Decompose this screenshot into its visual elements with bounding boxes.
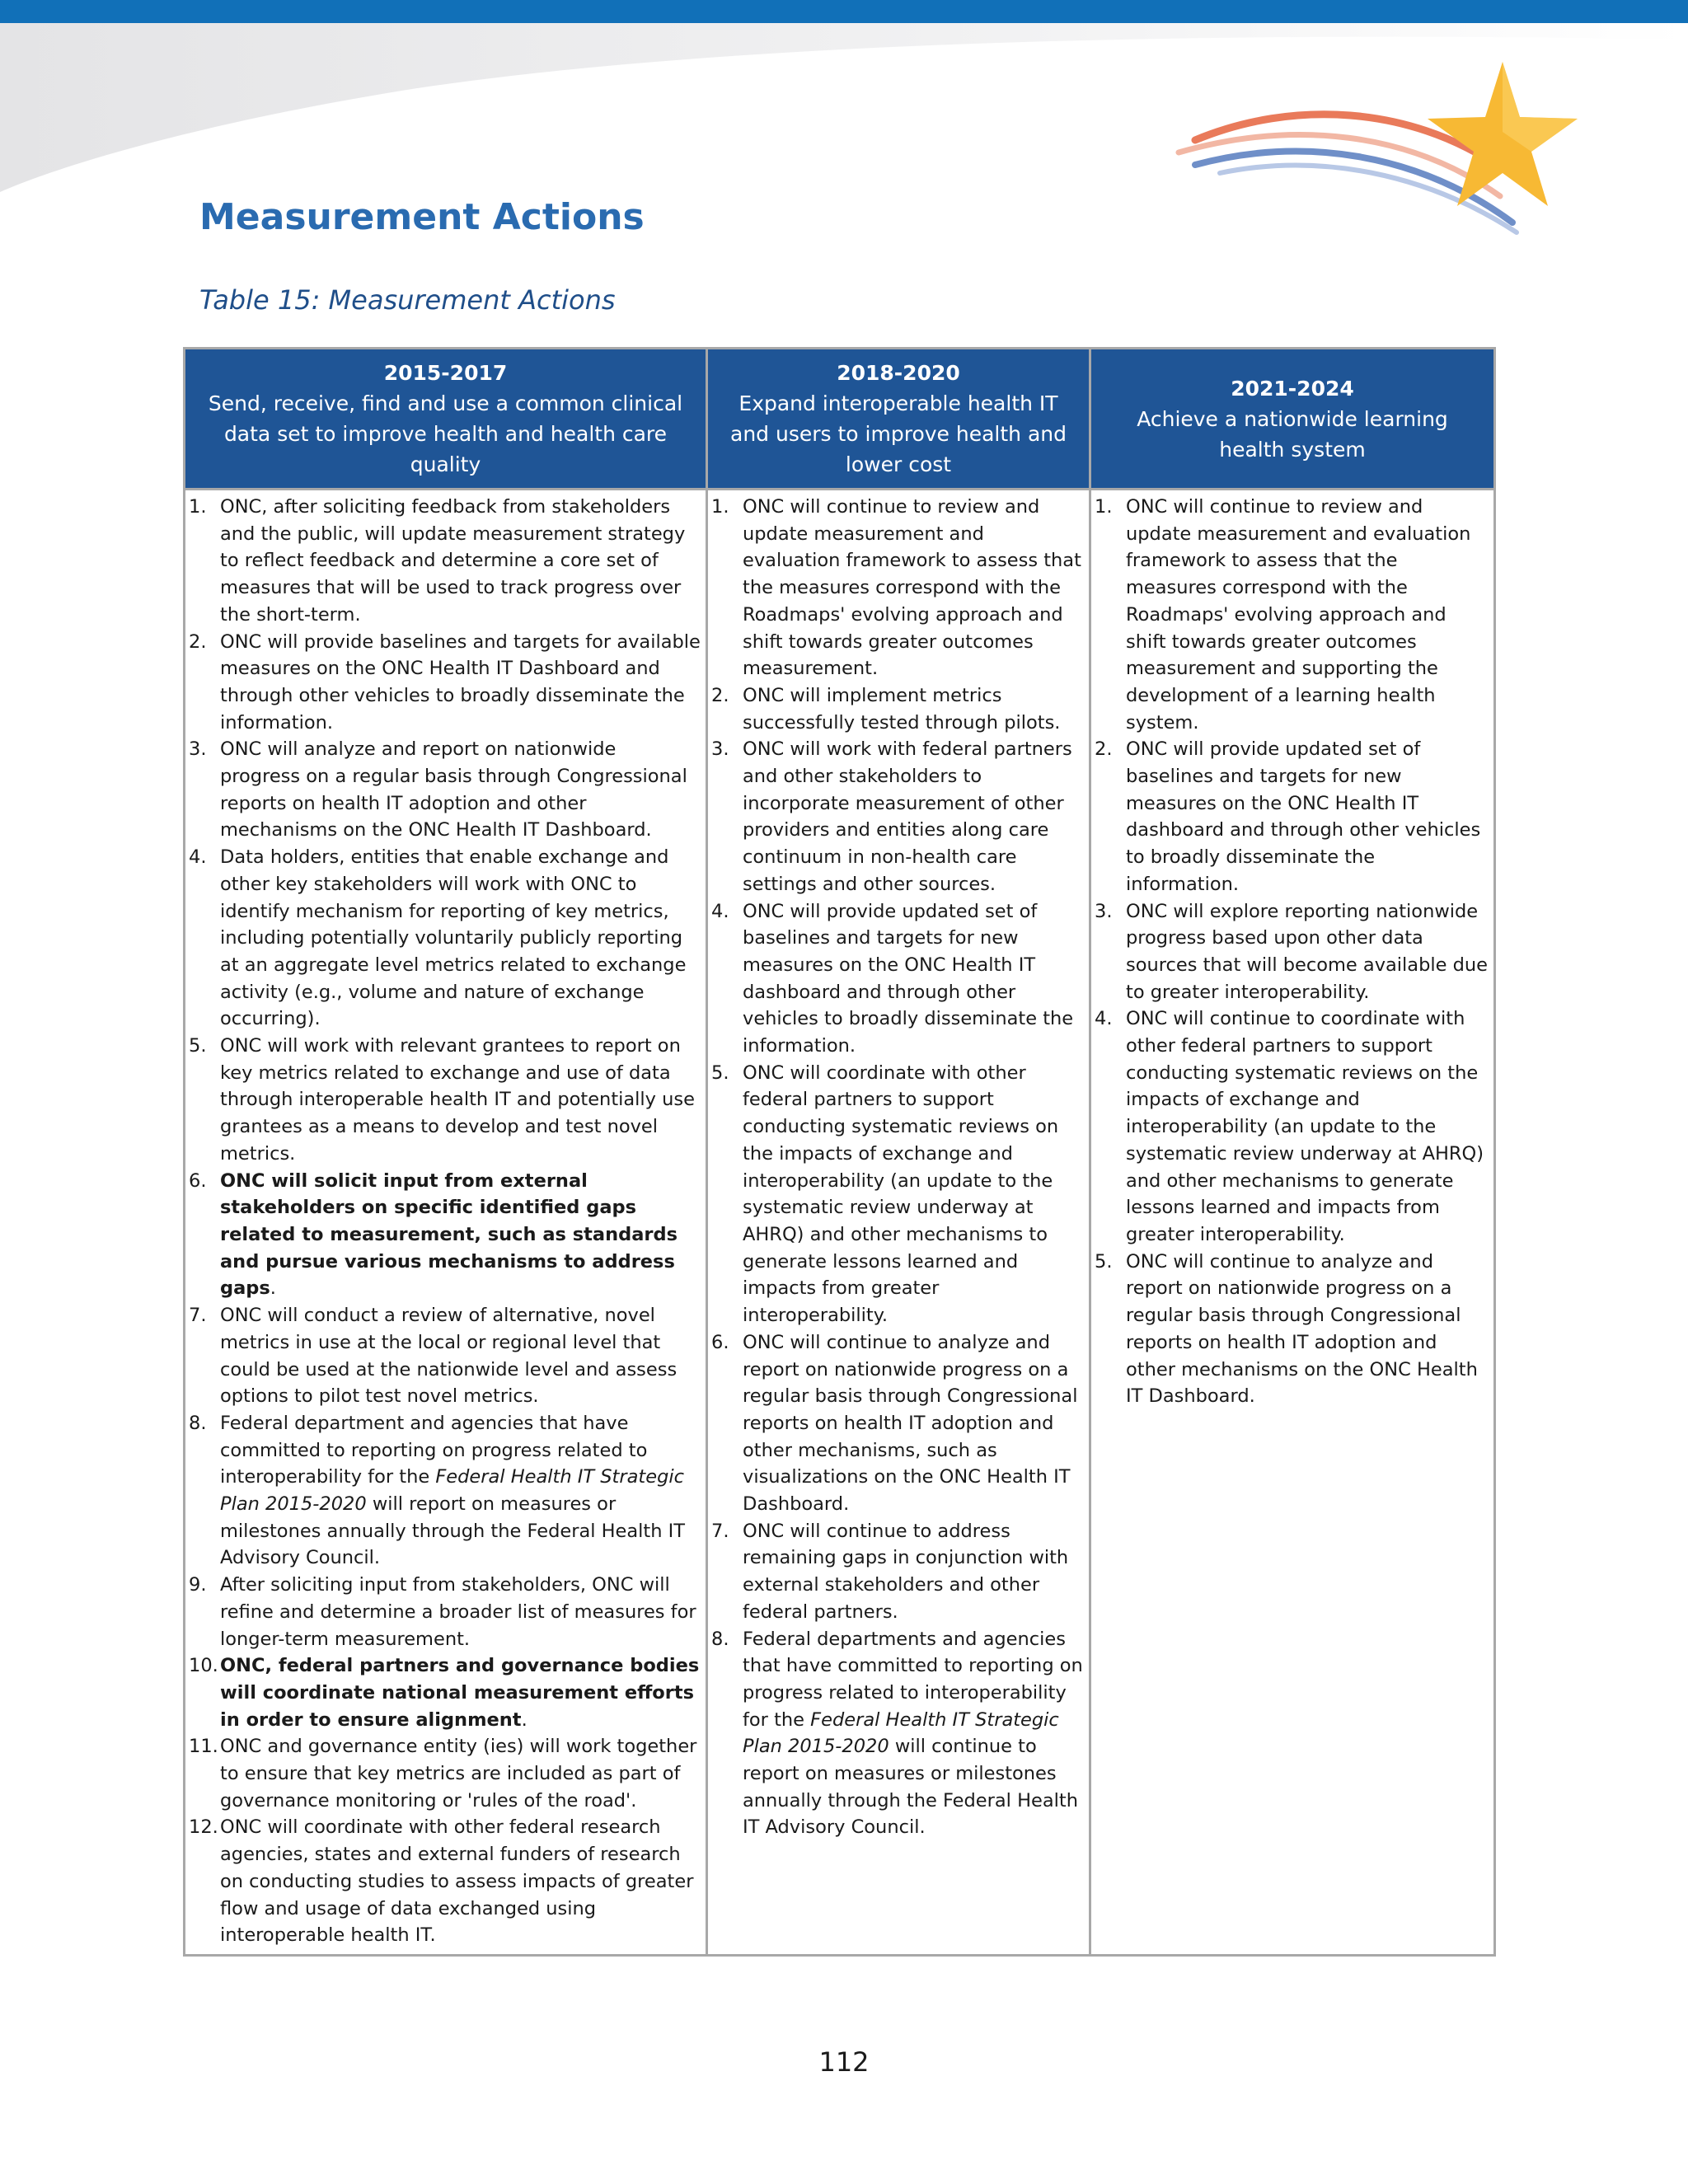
item-number: 5. [1095,1250,1113,1272]
item-text-part: ONC will solicit input from external stakeholders on specific identified gaps related to measurement, such as standards and pursue various mechanisms to address gaps [220,1169,678,1300]
item-text [220,736,701,844]
list-item [1095,1249,1489,1410]
item-text [220,1302,701,1410]
item-number: 6. [711,1331,729,1353]
item-text-part: ONC will coordinate with other federal research agencies, states and external funders of research on conducting studies to assess impacts of greater flow and usage of data exchanged using interoperable health IT. [220,1816,694,1947]
item-number: 6. [189,1169,207,1192]
item-text [743,1329,1084,1518]
item-text-part: ONC, after soliciting feedback from stakeholders and the public, will update measurement strategy to reflect feedback and determine a core set of measures that will be used to track progress over the short-term. [220,496,686,626]
list-item [189,494,701,629]
item-text [220,1410,701,1572]
item-number: 7. [711,1520,729,1542]
item-text-part: Federal departments and agencies that have committed to reporting on progress related to interoperability for the [743,1628,1083,1731]
column-cell-2018-2020 [707,490,1090,1956]
item-text [220,494,701,629]
item-text [743,682,1084,736]
item-text-part: . [521,1708,528,1731]
column-header-2021-2024 [1090,349,1495,490]
item-text [1126,494,1489,736]
item-text [1126,736,1489,898]
item-text [220,1652,701,1733]
list-item [189,1168,701,1303]
action-list-2015-2017 [189,494,701,1949]
table-caption: Table 15: Measurement Actions [199,284,616,316]
item-number: 11. [189,1736,218,1758]
list-item [1095,1005,1489,1248]
list-item [711,736,1084,898]
item-number: 7. [189,1305,207,1327]
item-text [743,1626,1084,1842]
table-header-row [185,349,1495,490]
column-goal: Achieve a nationwide learning health system [1137,406,1448,462]
list-item [189,1733,701,1814]
measurement-actions-table [183,347,1496,1957]
item-text [1126,1005,1489,1248]
item-number: 1. [1095,496,1113,518]
list-item [711,898,1084,1060]
item-text [220,1168,701,1303]
item-text-part: ONC will provide updated set of baselines and targets for new measures on the ONC Health IT dashboard and through other vehicles to broadly disseminate the information. [1126,738,1481,895]
page-title: Measurement Actions [199,196,645,238]
item-number: 2. [711,684,729,706]
star-swoosh-icon [1170,49,1599,247]
item-text [743,1060,1084,1329]
item-number: 9. [189,1574,207,1596]
item-number: 3. [711,738,729,761]
item-number: 5. [189,1035,207,1057]
item-number: 3. [1095,900,1113,922]
item-text-part: ONC will implement metrics successfully tested through pilots. [743,684,1061,733]
column-header-2018-2020 [707,349,1090,490]
column-period: 2018-2020 [837,361,960,385]
item-text [743,898,1084,1060]
item-text [220,1572,701,1652]
column-cell-2021-2024 [1090,490,1495,1956]
item-text-part: ONC will conduct a review of alternative, novel metrics in use at the local or regional level that could be used at the nationwide level and assess options to pilot test novel metrics. [220,1305,678,1408]
item-text-part: After soliciting input from stakeholders, ONC will refine and determine a broader list of measures for longer-term measurement. [220,1574,696,1650]
page-number: 112 [818,2046,870,2078]
item-text-part: ONC will continue to review and update measurement and evaluation framework to assess that the measures correspond with the Roadmaps' evolving approach and shift towards greater outcomes measurement and supporting the development of a learning health system. [1126,496,1471,733]
list-item [711,1518,1084,1626]
list-item [711,494,1084,682]
item-text-part: ONC and governance entity (ies) will work together to ensure that key metrics are included as part of governance monitoring or 'rules of the road'. [220,1736,697,1811]
item-number: 2. [189,630,207,653]
item-number: 1. [189,496,207,518]
item-text [220,1033,701,1168]
item-text [220,1733,701,1814]
list-item [1095,898,1489,1006]
list-item [711,1060,1084,1329]
item-text [220,1814,701,1949]
list-item [711,1626,1084,1842]
item-number: 4. [711,900,729,922]
column-cell-2015-2017 [185,490,707,1956]
list-item [189,1410,701,1572]
item-text-part: ONC will continue to address remaining gaps in conjunction with external stakeholders and other federal partners. [743,1520,1069,1623]
list-item [711,682,1084,736]
item-number: 3. [189,738,207,761]
item-text-part: ONC will continue to coordinate with other federal partners to support conducting systematic reviews on the impacts of exchange and interoperability (an update to the systematic review underway at AHRQ) and other mechanisms to generate lessons learned and impacts from greater interoperability. [1126,1008,1484,1245]
list-item [1095,736,1489,898]
item-text-part: ONC will coordinate with other federal partners to support conducting systematic reviews on the impacts of exchange and interoperability (an update to the systematic review underway at AHRQ) and other mechanisms to generate lessons learned and impacts from greater interoperability. [743,1062,1059,1327]
item-text-part: ONC will continue to review and update measurement and evaluation framework to assess that the measures correspond with the Roadmaps' evolving approach and shift towards greater outcomes measurement. [743,496,1081,680]
list-item [189,1302,701,1410]
item-text [743,494,1084,682]
column-goal: Send, receive, find and use a common clinical data set to improve health and health care quality [208,391,683,476]
item-number: 1. [711,496,729,518]
item-text-part: ONC, federal partners and governance bodies will coordinate national measurement efforts in order to ensure alignment [220,1655,700,1731]
item-number: 12. [189,1816,218,1839]
item-number: 4. [189,846,207,869]
item-text [1126,1249,1489,1410]
list-item [189,1572,701,1652]
list-item [189,736,701,844]
item-text [220,844,701,1033]
item-text [1126,898,1489,1006]
item-number: 8. [711,1628,729,1650]
table-body-row [185,490,1495,1956]
item-text-part: ONC will work with federal partners and other stakeholders to incorporate measurement of other providers and entities along care continuum in non-health care settings and other sources. [743,738,1072,895]
list-item [189,1652,701,1733]
item-text-part: ONC will explore reporting nationwide progress based upon other data sources that will become available due to greater interoperability. [1126,900,1489,1003]
list-item [711,1329,1084,1518]
item-text-part: will report on measures or milestones annually through the Federal Health IT Advisory Council. [220,1493,686,1569]
item-number: 10. [189,1655,218,1677]
item-text-part: ONC will continue to analyze and report on nationwide progress on a regular basis through Congressional reports on health IT adoption and other mechanisms, such as visualizations on the ONC Health IT Dashboard. [743,1331,1078,1516]
top-banner-bar [0,0,1688,23]
item-text [743,1518,1084,1626]
item-text-part: Federal Health IT Strategic Plan 2015-2020 [743,1708,1059,1758]
list-item [1095,494,1489,736]
item-number: 5. [711,1062,729,1084]
item-text-part: ONC will provide baselines and targets for available measures on the ONC Health IT Dashboard and through other vehicles to broadly disseminate the information. [220,630,701,733]
item-text-part: ONC will provide updated set of baselines and targets for new measures on the ONC Health IT dashboard and through other vehicles to broadly disseminate the information. [743,900,1074,1057]
item-text-part: ONC will work with relevant grantees to report on key metrics related to exchange and use of data through interoperable health IT and potentially use grantees as a means to develop and test novel metrics. [220,1035,695,1165]
action-list-2018-2020 [711,494,1084,1841]
list-item [189,1033,701,1168]
column-period: 2015-2017 [383,361,508,385]
item-text-part: Federal Health IT Strategic Plan 2015-2020 [220,1466,684,1516]
column-goal: Expand interoperable health IT and users to improve health and lower cost [730,391,1067,476]
item-text [743,736,1084,898]
list-item [189,844,701,1033]
action-list-2021-2024 [1095,494,1489,1410]
item-text [220,629,701,737]
item-text-part: ONC will continue to analyze and report on nationwide progress on a regular basis through Congressional reports on health IT adoption and other mechanisms on the ONC Health IT Dashboard. [1126,1250,1478,1408]
item-number: 8. [189,1412,207,1434]
list-item [189,1814,701,1949]
item-number: 4. [1095,1008,1113,1030]
item-text-part: will continue to report on measures or milestones annually through the Federal Health IT Advisory Council. [743,1736,1078,1839]
item-text-part: Federal department and agencies that have committed to reporting on progress related to interoperability for the [220,1412,648,1488]
item-number: 2. [1095,738,1113,761]
list-item [189,629,701,737]
column-header-2015-2017 [185,349,707,490]
item-text-part: ONC will analyze and report on nationwide progress on a regular basis through Congressional reports on health IT adoption and other mechanisms on the ONC Health IT Dashboard. [220,738,687,841]
item-text-part: . [270,1277,276,1300]
item-text-part: Data holders, entities that enable exchange and other key stakeholders will work with ONC to identify mechanism for reporting of key metrics, including potentially voluntarily publicly reporting at an aggregate level metrics related to exchange activity (e.g., volume and nature of exchange occurring). [220,846,687,1030]
column-period: 2021-2024 [1231,376,1354,401]
